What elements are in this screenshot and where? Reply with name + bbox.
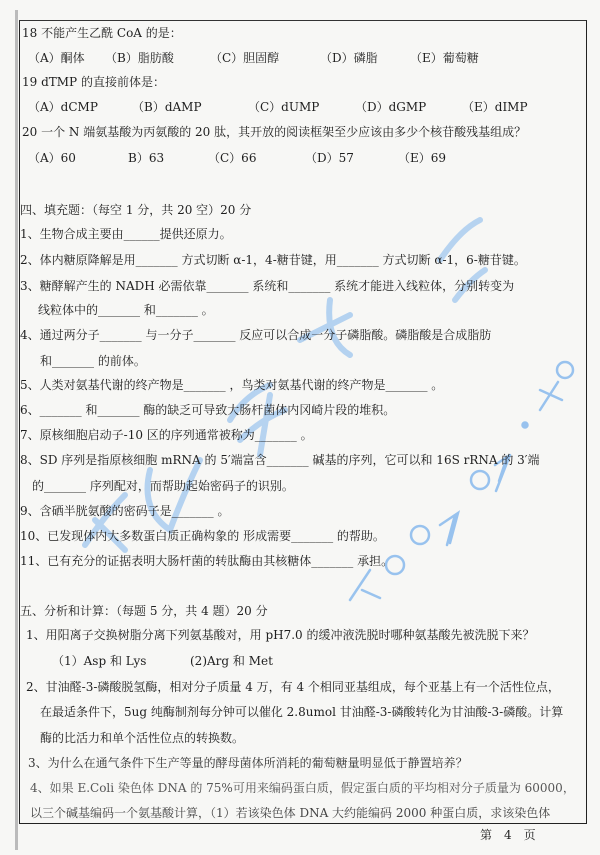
fill-q7: 7、原核细胞启动子-10 区的序列通常被称为_______ 。 (20, 428, 313, 442)
fill-q5: 5、人类对氨基代谢的终产物是_______ ，鸟类对氨基代谢的终产物是_______ 。 (20, 378, 444, 392)
calc-q1: 1、用阳离子交换树脂分离下列氨基酸对，用 pH7.0 的缓冲液洗脱时哪种氨基酸先被洗脱下来？ (26, 628, 535, 642)
calc-q2-cont2: 酶的比活力和单个活性位点的转换数。 (40, 731, 245, 745)
q18-option-a: （A）酮体 (28, 51, 85, 65)
q18-option-c: （C）胆固醇 (210, 51, 280, 65)
q19-option-b: （B）dAMP (132, 100, 202, 114)
fill-q2: 2、体内糖原降解是用_______ 方式切断 α-1，4-糖苷键，用_______ 方式切断 α-1，6-糖苷键。 (20, 253, 526, 267)
fill-q6: 6、_______ 和_______ 酶的缺乏可导致大肠杆菌体内冈崎片段的堆积。 (20, 403, 396, 417)
q19-option-a: （A）dCMP (28, 100, 98, 114)
calc-q1-pair2: (2)Arg 和 Met (190, 654, 273, 668)
fill-q8: 8、SD 序列是指原核细胞 mRNA 的 5′端富含_______ 碱基的序列，它可以和 16S rRNA 的 3′端 (20, 453, 540, 467)
calc-q1-pair1: （1）Asp 和 Lys (52, 654, 147, 668)
fill-q9: 9、含硒半胱氨酸的密码子是_______ 。 (20, 504, 230, 518)
calc-q2-cont1: 在最适条件下，5ug 纯酶制剂每分钟可以催化 2.8umol 甘油醛-3-磷酸转化为甘油酸-3-磷酸。计算 (40, 705, 564, 719)
section5-title: 五、分析和计算：（每题 5 分，共 4 题）20 分 (20, 604, 268, 618)
calc-q3: 3、为什么在通气条件下生产等量的酵母菌体所消耗的葡萄糖量明显低于静置培养？ (28, 756, 468, 770)
q18-option-e: （E）葡萄糖 (410, 51, 479, 65)
q20-stem: 20 一个 N 端氨基酸为丙氨酸的 20 肽，其开放的阅读框架至少应该由多少个核苷酸残基组成？ (22, 125, 527, 139)
fill-q8-cont: 的_______ 序列配对，而帮助起始密码子的识别。 (32, 479, 294, 493)
q20-option-d: （D）57 (305, 151, 354, 165)
q18-option-b: （B）脂肪酸 (105, 51, 174, 65)
fill-q1: 1、生物合成主要由______提供还原力。 (20, 227, 232, 241)
q20-option-e: （E）69 (398, 151, 447, 165)
fill-q3-cont: 线粒体中的_______ 和_______ 。 (38, 303, 214, 317)
q20-option-c: （C）66 (208, 151, 257, 165)
fill-q10: 10、已发现体内大多数蛋白质正确构象的 形成需要_______ 的帮助。 (20, 529, 385, 543)
q19-option-d: （D）dGMP (355, 100, 427, 114)
calc-q4: 4、如果 E.Coli 染色体 DNA 的 75%可用来编码蛋白质，假定蛋白质的平均相对分子质量为 60000， (30, 781, 575, 795)
fill-q11: 11、已有充分的证据表明大肠杆菌的转肽酶由其核糖体_______ 承担。 (20, 554, 394, 568)
fill-q3: 3、糖酵解产生的 NADH 必需依靠_______ 系统和_______ 系统才能进入线粒体，分别转变为 (20, 279, 515, 293)
q19-option-e: （E）dIMP (462, 100, 528, 114)
q18-stem: 18 不能产生乙酰 CoA 的是： (22, 26, 182, 40)
calc-q2: 2、甘油醛-3-磷酸脱氢酶，相对分子质量 4 万，有 4 个相同亚基组成，每个亚基上有一个活性位点， (26, 680, 560, 694)
page-number: 第 4 页 (480, 828, 536, 842)
fill-q4-cont: 和_______ 的前体。 (40, 354, 146, 368)
fill-q4: 4、通过两分子_______ 与一分子_______ 反应可以合成一分子磷脂酸。磷脂酸是合成脂肪 (20, 328, 492, 342)
q20-option-a: （A）60 (28, 151, 76, 165)
q18-option-d: （D）磷脂 (320, 51, 378, 65)
q19-option-c: （C）dUMP (248, 100, 320, 114)
calc-q4-cont: 以三个碱基编码一个氨基酸计算，（1）若该染色体 DNA 大约能编码 2000 种蛋白质，求该染色体 (30, 806, 551, 820)
q20-option-b: B）63 (128, 151, 165, 165)
scan-edge (15, 10, 18, 850)
section4-title: 四、填充题：（每空 1 分，共 20 空）20 分 (20, 203, 252, 217)
q19-stem: 19 dTMP 的直接前体是： (22, 75, 165, 89)
